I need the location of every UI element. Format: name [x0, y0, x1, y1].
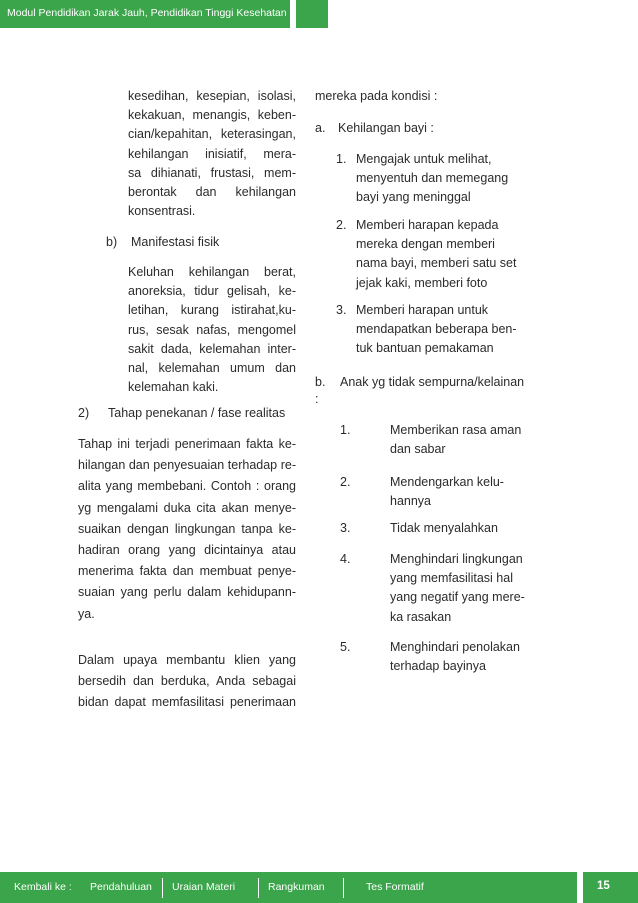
a-item-1-text [356, 150, 508, 208]
text-line: ka rasakan [390, 609, 452, 624]
page-number: 15 [597, 880, 610, 892]
text-line: menyentuh dan memegang [356, 171, 509, 186]
stage-2-title: Tahap penekanan / fase realitas [108, 406, 286, 420]
text-line: cian/kepahitan, keterasingan, [128, 127, 296, 142]
a-item-3-text [356, 301, 517, 359]
section-b-colon: : [315, 392, 319, 406]
text-line: Dalam upaya membantu klien yang [78, 653, 296, 667]
text-line: mendapatkan beberapa ben- [356, 322, 517, 337]
text-line: bersedih dan berduka, Anda sebagai [78, 674, 296, 689]
section-a-marker: a. [315, 121, 326, 135]
text-line: Memberi harapan untuk [356, 303, 489, 317]
text-line: ya. [78, 606, 95, 621]
text-line: jejak kaki, memberi foto [356, 275, 488, 290]
b-item-4-text [390, 550, 525, 627]
text-line: sakit dada, kelemahan inter- [128, 341, 296, 356]
a-item-2-text [356, 216, 517, 293]
a-item-2-number: 2. [336, 218, 347, 232]
text-line: suaikan dengan lingkungan tanpa ke- [78, 521, 296, 536]
b-item-5-number: 5. [340, 640, 351, 654]
nav-link-rangkuman[interactable]: Rangkuman [268, 881, 325, 893]
section-b-marker: b. [315, 375, 326, 389]
text-line: menerima fakta dan membuat penye- [78, 564, 296, 579]
text-line: terhadap bayinya [390, 659, 486, 674]
header-accent-block [296, 0, 328, 28]
module-title: Modul Pendidikan Jarak Jauh, Pendidikan Tinggi Kesehatan [7, 7, 287, 19]
text-line: Memberi harapan kepada [356, 218, 499, 232]
section-a-title: Kehilangan bayi : [338, 121, 434, 135]
text-line: Keluhan kehilangan berat, [128, 265, 296, 279]
text-line: yg mengalami duka cita akan menye- [78, 500, 296, 515]
item-b-title: Manifestasi fisik [131, 235, 220, 249]
text-line: hannya [390, 494, 432, 509]
b-item-5-text [390, 638, 520, 676]
emotion-list-block [128, 87, 296, 221]
text-line: Mengajak untuk melihat, [356, 152, 492, 166]
text-line: dan sabar [390, 442, 446, 457]
text-line: berontak dan kehilangan [128, 185, 296, 200]
text-line: yang negatif yang mere- [390, 590, 525, 605]
text-line: Memberikan rasa aman [390, 423, 522, 437]
text-line: kelemahan kaki. [128, 380, 219, 395]
stage-2-paragraph [78, 434, 296, 625]
section-b-title: Anak yg tidak sempurna/kelainan [340, 375, 525, 389]
stage-2-marker: 2) [78, 406, 90, 420]
right-intro: mereka pada kondisi : [315, 89, 438, 103]
nav-link-uraian-materi[interactable]: Uraian Materi [172, 881, 236, 893]
nav-divider [343, 878, 344, 898]
text-line: hadiran orang yang dicintainya atau [78, 543, 296, 558]
assistance-paragraph [78, 650, 296, 714]
text-line: suaian yang perlu dalam kehidupann- [78, 585, 296, 600]
text-line: anoreksia, tidur gelisah, ke- [128, 284, 296, 299]
a-item-3-number: 3. [336, 303, 347, 317]
text-line: nama bayi, memberi satu set [356, 256, 517, 271]
item-b-marker: b) [106, 235, 118, 249]
footer-nav-bar [0, 872, 577, 903]
nav-divider [162, 878, 163, 898]
text-line: bayi yang meninggal [356, 190, 471, 205]
b-item-2-text [390, 473, 504, 511]
nav-divider [258, 878, 259, 898]
physical-manifestation-block [128, 263, 296, 397]
text-line: mereka dengan memberi [356, 237, 495, 252]
text-line: kesedihan, kesepian, isolasi, [128, 89, 296, 103]
text-line: tuk bantuan pemakaman [356, 341, 494, 356]
page-number-box [583, 872, 638, 903]
b-item-1-text [390, 421, 521, 459]
text-line: alita yang membebani. Contoh : orang [78, 479, 296, 494]
b-item-1-number: 1. [340, 423, 351, 437]
b-item-2-number: 2. [340, 475, 351, 489]
text-line: sa dihianati, frustasi, mem- [128, 165, 296, 180]
text-line: Menghindari penolakan [390, 640, 520, 654]
text-line: rus, sesak nafas, mengomel [128, 322, 296, 337]
header-bar [0, 0, 290, 28]
a-item-1-number: 1. [336, 152, 347, 166]
text-line: Tahap ini terjadi penerimaan fakta ke- [78, 437, 296, 451]
b-item-3-text: Tidak menyalahkan [390, 521, 498, 535]
text-line: yang memfasilitasi hal [390, 571, 513, 586]
text-line: Menghindari lingkungan [390, 552, 523, 566]
text-line: kehilangan inisiatif, mera- [128, 146, 296, 161]
text-line: hilangan dan penyesuaian terhadap re- [78, 458, 296, 473]
b-item-4-number: 4. [340, 552, 351, 566]
b-item-3-number: 3. [340, 521, 351, 535]
back-to-label: Kembali ke : [14, 881, 72, 893]
nav-link-pendahuluan[interactable]: Pendahuluan [90, 881, 152, 893]
nav-link-tes-formatif[interactable]: Tes Formatif [366, 881, 424, 893]
text-line: letihan, kurang istirahat,ku- [128, 303, 296, 318]
text-line: nal, kelemahan umum dan [128, 361, 296, 376]
text-line: kekakuan, menangis, keben- [128, 108, 296, 123]
text-line: Mendengarkan kelu- [390, 475, 504, 489]
text-line: bidan dapat memfasilitasi penerimaan [78, 695, 296, 710]
text-line: konsentrasi. [128, 204, 196, 219]
